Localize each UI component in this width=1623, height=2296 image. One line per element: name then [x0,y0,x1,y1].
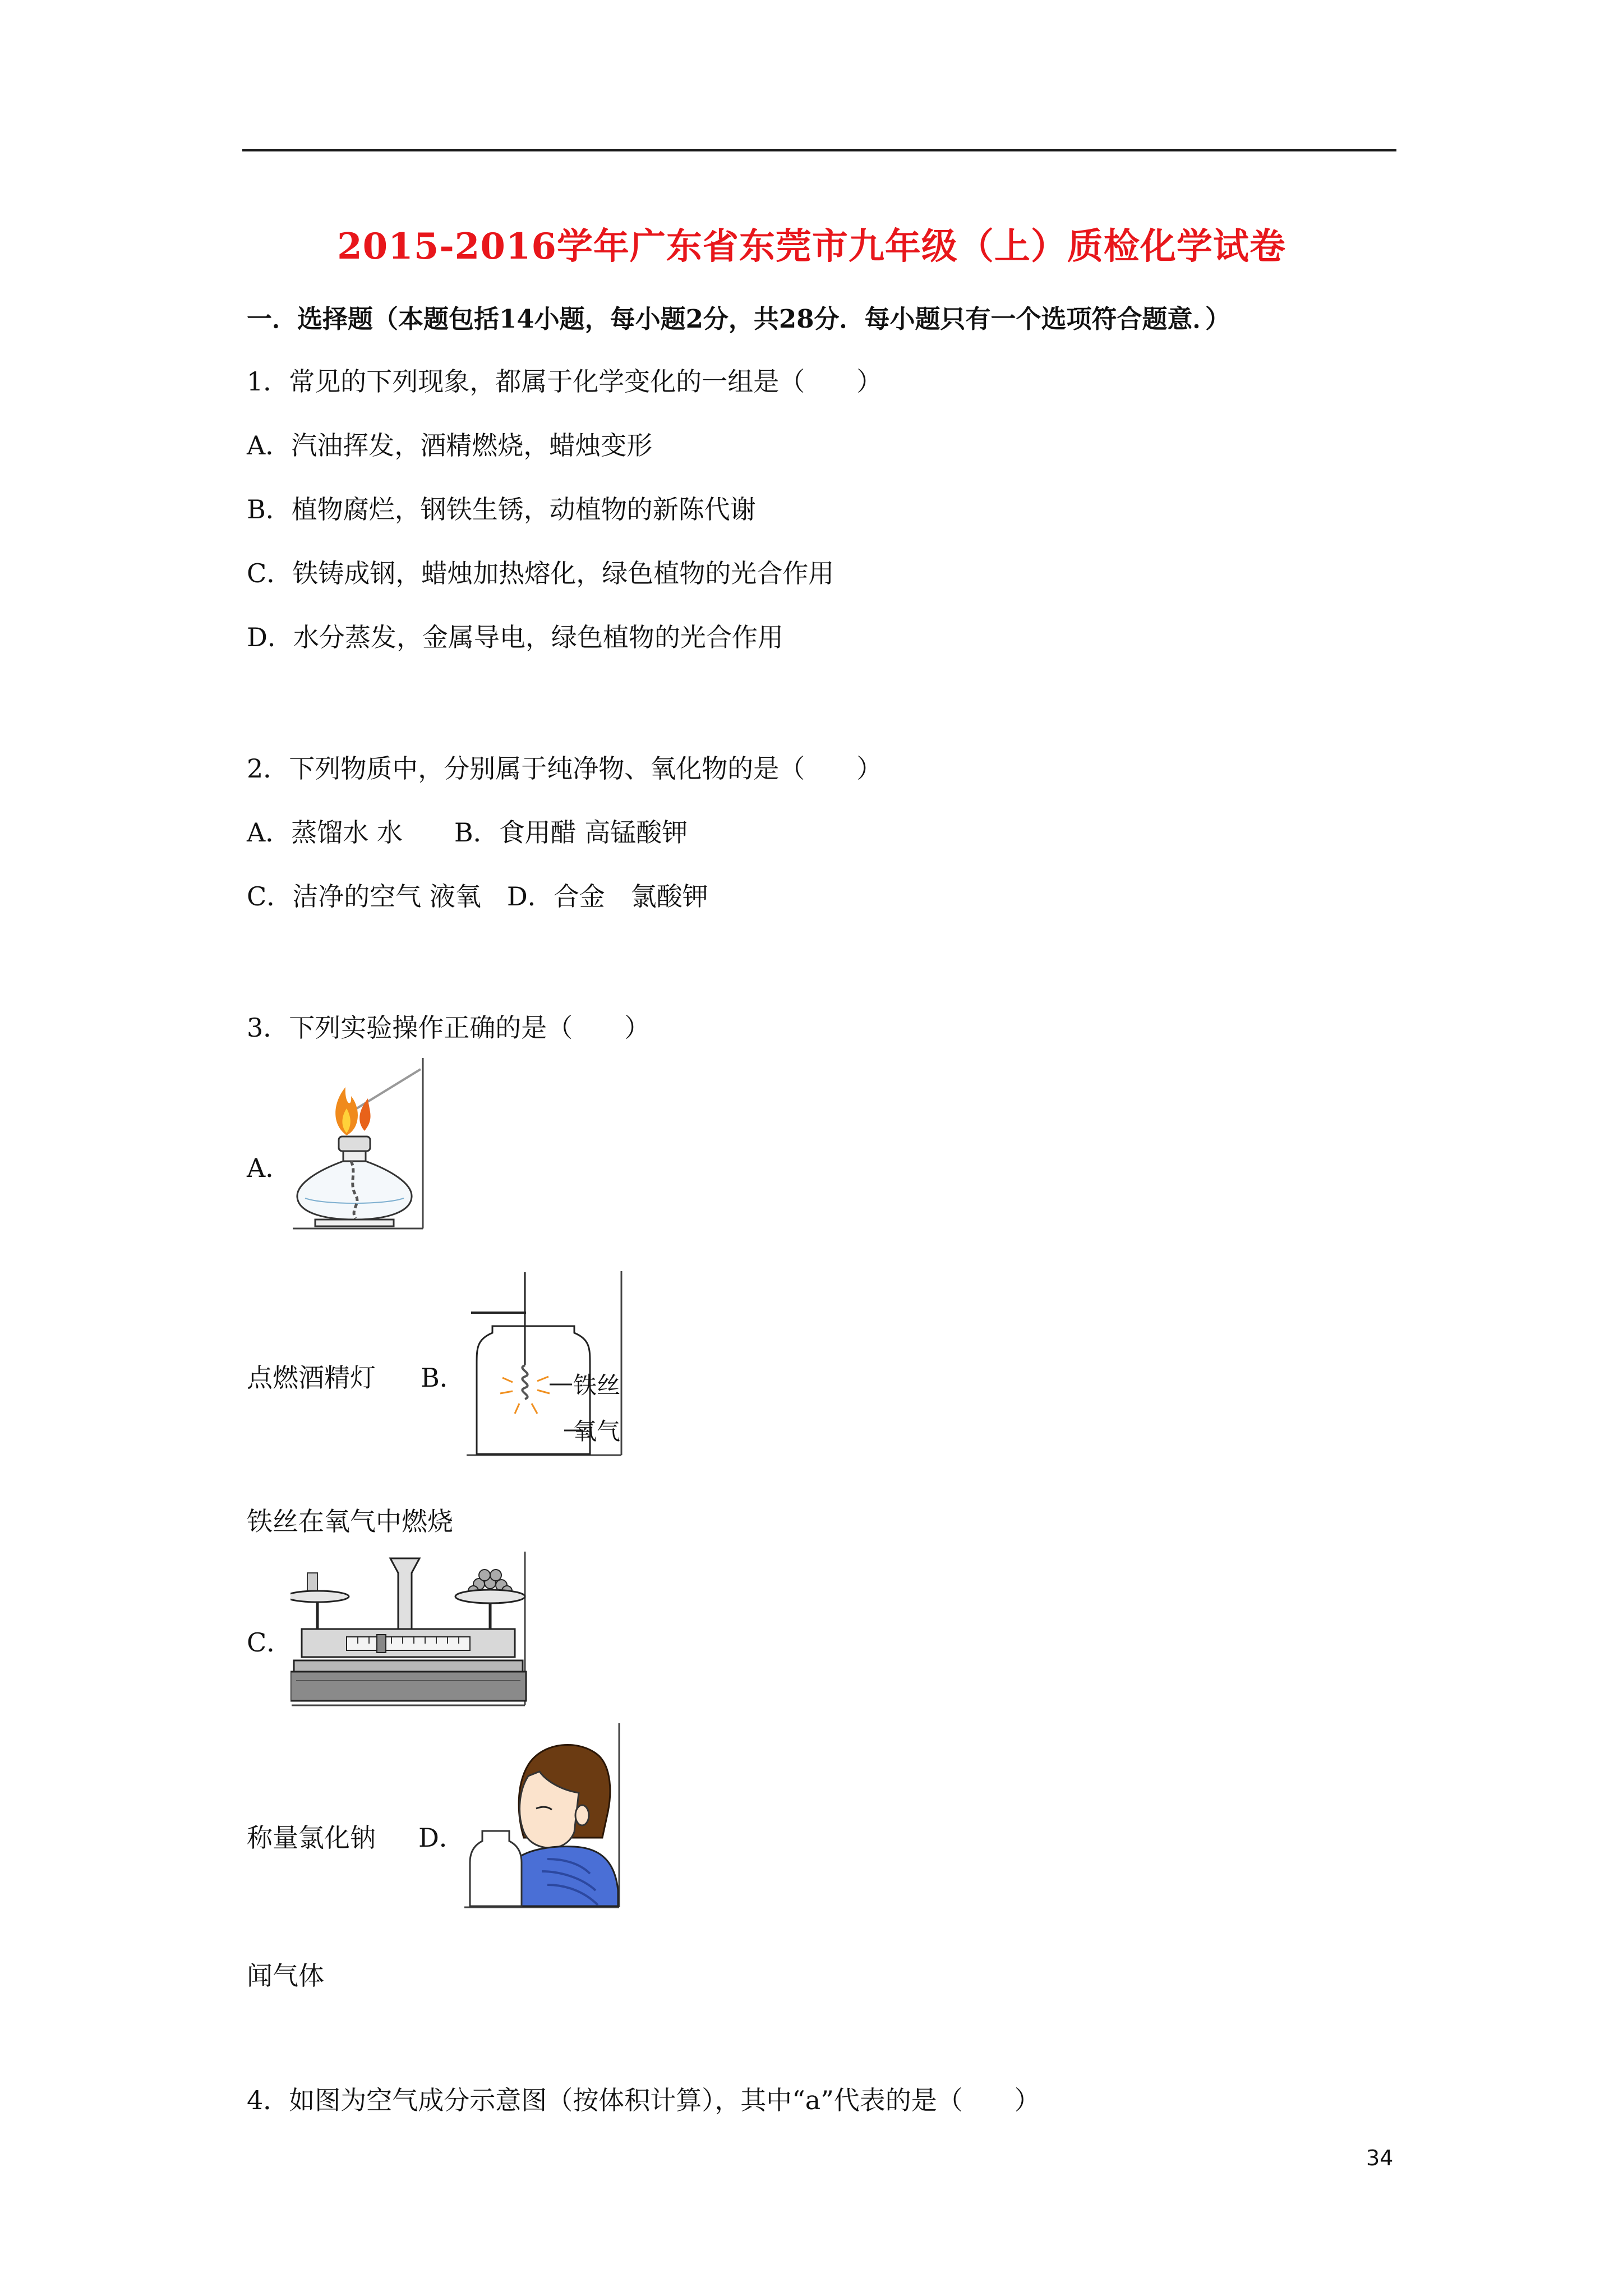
q3-option-a-caption: 点燃酒精灯 [247,1363,376,1393]
q3-option-d-caption: 闻气体 [247,1961,324,1991]
page-title: 2015-2016学年广东省东莞市九年级（上）质检化学试卷 [337,226,1286,268]
section-heading: 一．选择题（本题包括14小题，每小题2分，共28分．每小题只有一个选项符合题意．） [247,304,1231,334]
q2-options-cd: C．洁净的空气 液氧 D．合金 氯酸钾 [247,881,708,912]
q2-options-ab: A．蒸馏水 水 B．食用醋 高锰酸钾 [247,817,688,848]
iron-wire-oxygen-figure [465,1270,624,1457]
q1-stem: 1．常见的下列现象，都属于化学变化的一组是（ ） [247,366,883,397]
q3-option-c-label: C． [247,1627,293,1658]
q2-stem: 2．下列物质中，分别属于纯净物、氧化物的是（ ） [247,753,883,784]
q3-option-b-caption: 铁丝在氧气中燃烧 [247,1506,453,1536]
smelling-gas-figure [463,1722,621,1910]
header-rule [242,149,1396,151]
page-number: 34 [1366,2146,1394,2170]
q3-option-d-label: D． [418,1823,465,1853]
q1-option-d: D．水分蒸发，金属导电，绿色植物的光合作用 [247,622,783,652]
q4-stem: 4．如图为空气成分示意图（按体积计算），其中“a”代表的是（ ） [247,2085,1040,2115]
iron-wire-label: 铁丝 [573,1372,621,1399]
oxygen-label: 氧气 [573,1418,621,1445]
q3-stem: 3．下列实验操作正确的是（ ） [247,1013,651,1043]
q1-option-a: A．汽油挥发，酒精燃烧，蜡烛变形 [247,430,653,461]
alcohol-lamp-figure [291,1057,425,1231]
q3-option-a-label: A． [247,1153,292,1183]
q1-option-c: C．铁铸成钢，蜡烛加热熔化，绿色植物的光合作用 [247,558,834,588]
q1-option-b: B．植物腐烂，钢铁生锈，动植物的新陈代谢 [247,494,756,524]
balance-scale-figure [291,1550,527,1708]
q3-option-b-label: B． [421,1363,465,1393]
q3-option-c-caption: 称量氯化钠 [247,1823,376,1853]
